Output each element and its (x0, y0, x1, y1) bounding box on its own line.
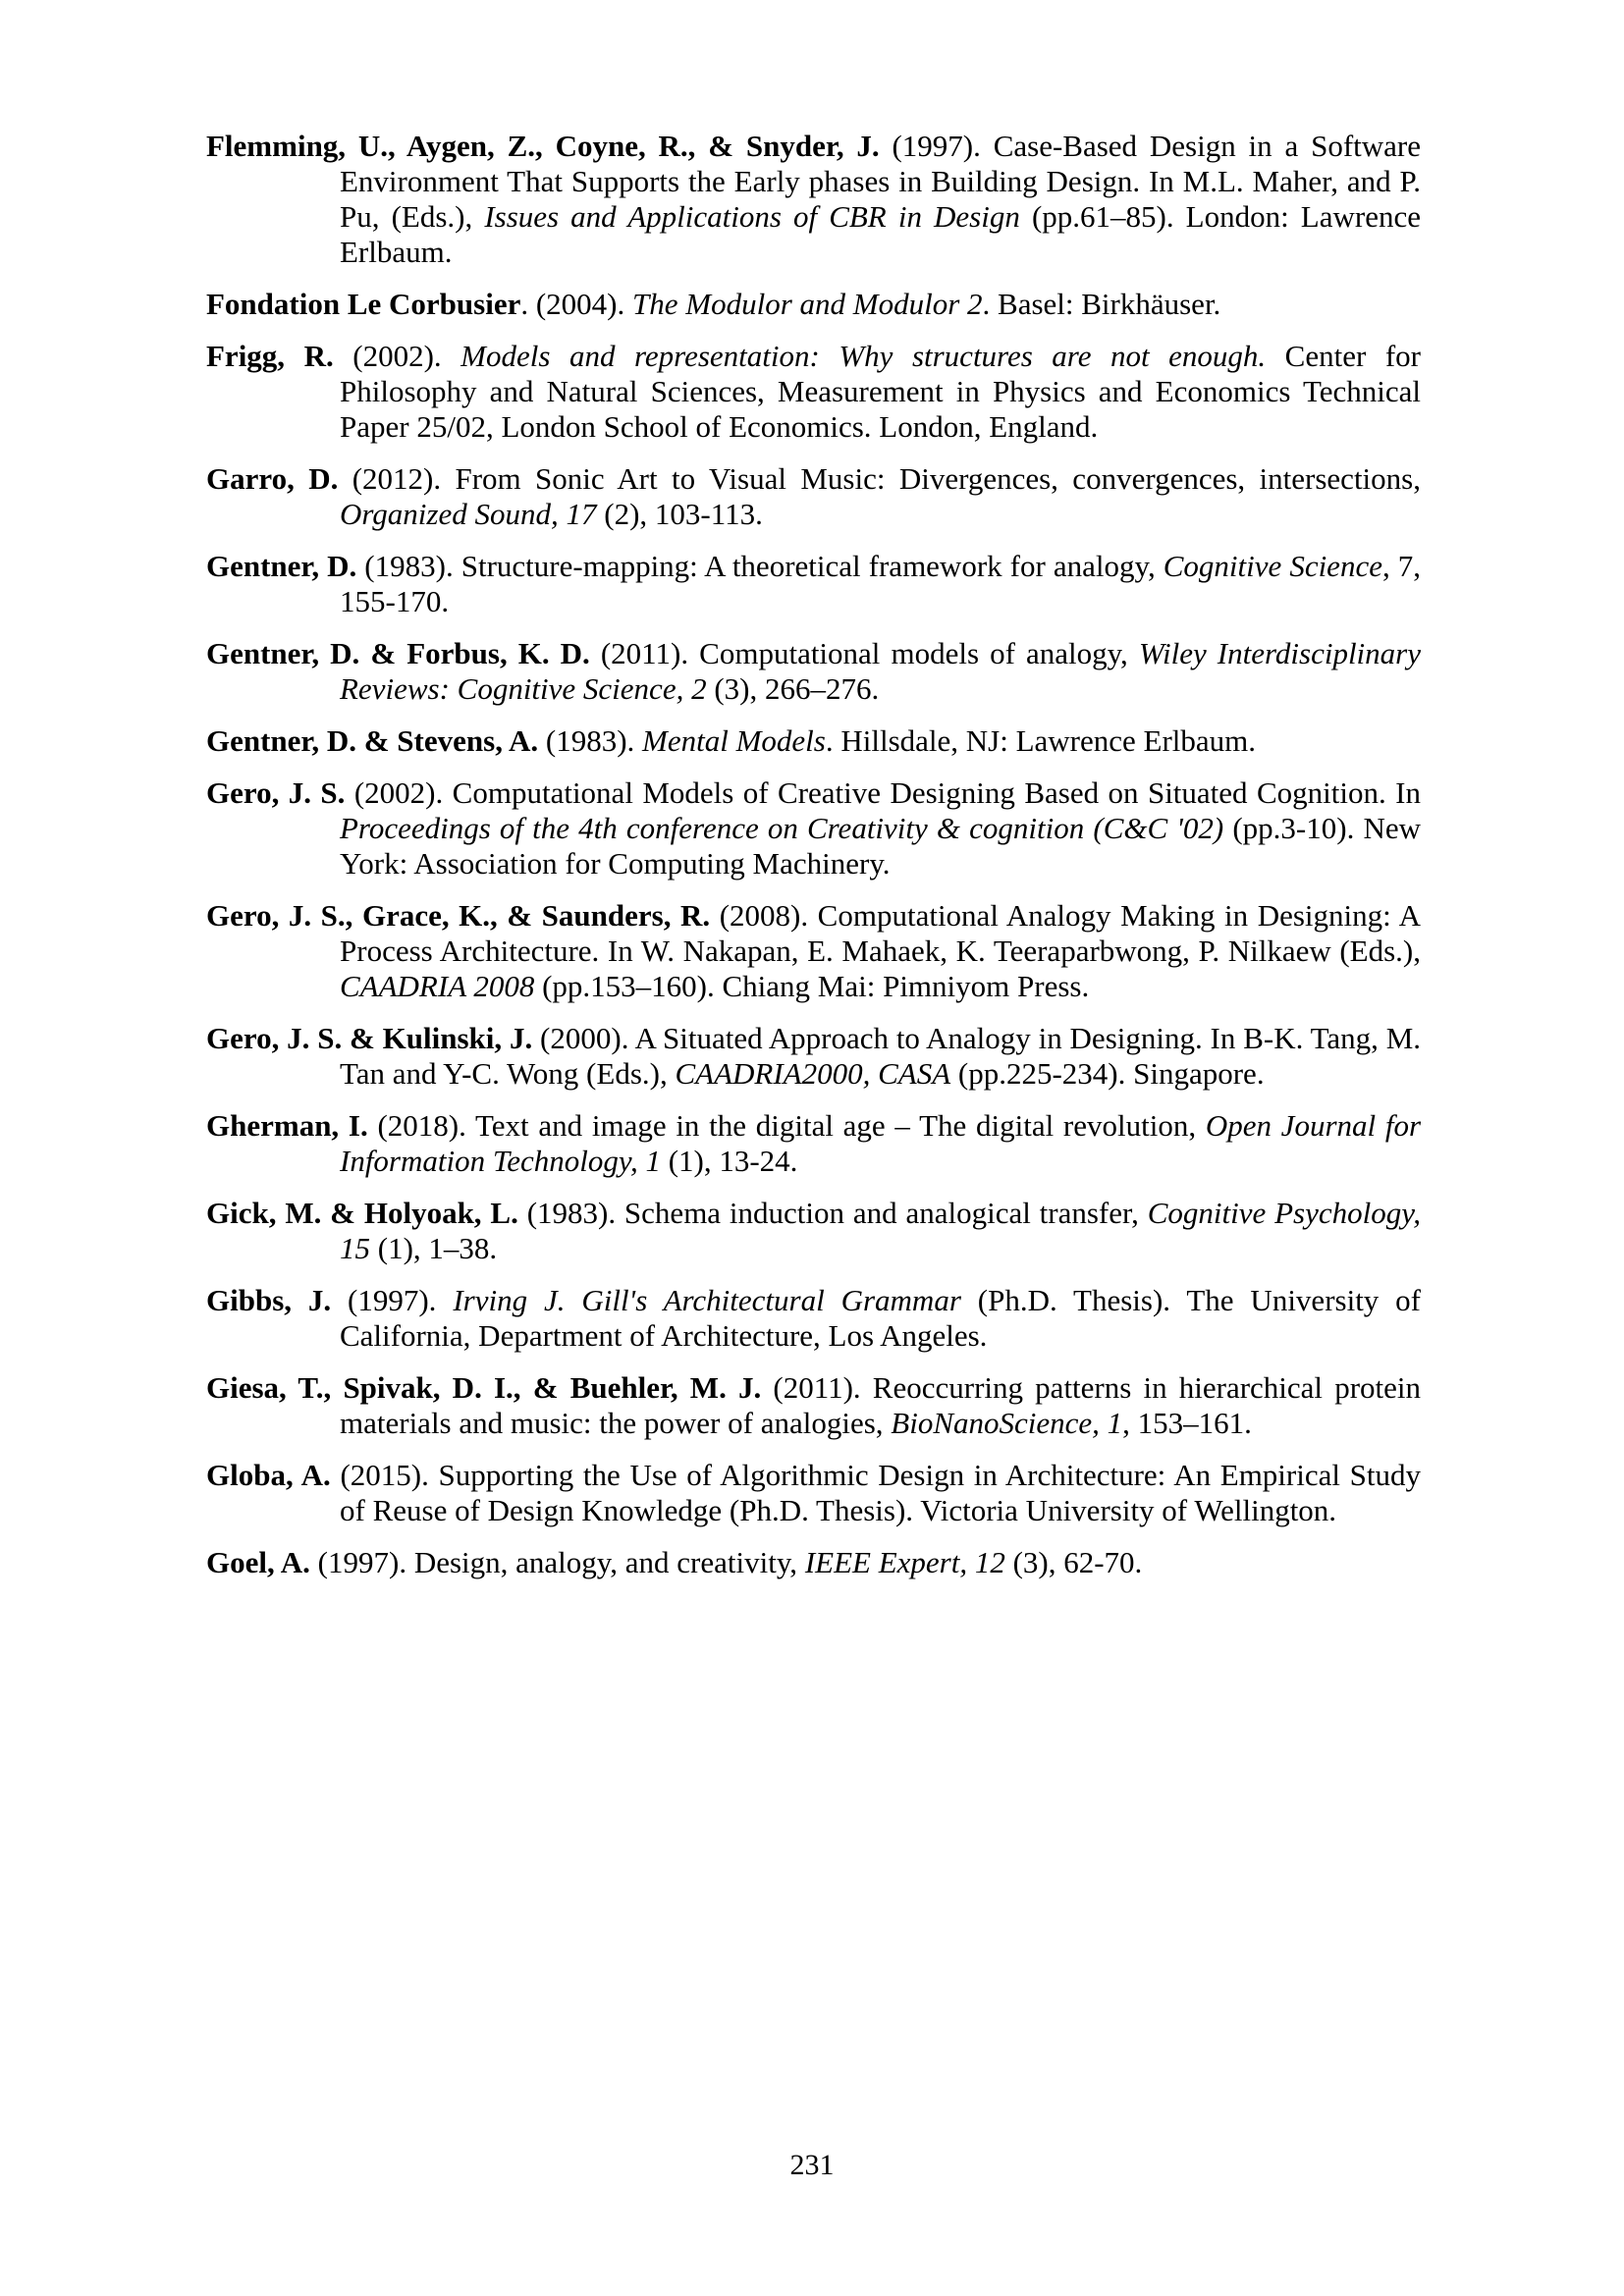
reference-segment: Globa, A. (206, 1458, 331, 1492)
reference-segment: . Basel: Birkhäuser. (982, 287, 1221, 321)
reference-segment: (3), 62-70. (1004, 1545, 1143, 1579)
reference-segment: Gero, J. S. & Kulinski, J. (206, 1021, 533, 1055)
reference-segment: Garro, D. (206, 461, 339, 496)
reference-segment: Mental Models (642, 723, 826, 758)
reference-segment: (2015). Supporting the Use of Algorithmic Design in Architecture: An Empirical Study of Reuse of Design Knowledge (Ph.D. Thesis). Victoria University of Wellington. (330, 1458, 1421, 1527)
reference-segment: Organized Sound, 17 (340, 497, 597, 531)
reference-entry (206, 636, 1421, 707)
reference-segment: (pp.225-234). Singapore. (950, 1056, 1265, 1091)
reference-segment: Open Journal for Information Technology, 1 (340, 1108, 1422, 1178)
reference-segment: (pp.3-10). New York: Association for Computing Machinery. (340, 811, 1421, 881)
reference-segment: Center for Philosophy and Natural Sciences, Measurement in Physics and Economics Technical Paper 25/02, London School of Economics. London, England. (340, 339, 1421, 444)
reference-segment: Irving J. Gill's Architectural Grammar (453, 1283, 961, 1317)
reference-segment: (Ph.D. Thesis). The University of California, Department of Architecture, Los Angeles. (340, 1283, 1422, 1353)
references-list (206, 129, 1421, 1580)
reference-segment: (1), 1–38. (370, 1231, 498, 1265)
reference-segment: Gibbs, J. (206, 1283, 332, 1317)
reference-segment: Gero, J. S. (206, 775, 346, 810)
reference-segment: (2008). Computational Analogy Making in Designing: A Process Architecture. In W. Nakapan, E. Mahaek, K. Teeraparbwong, P. Nilkaew (Eds.), (340, 898, 1421, 968)
reference-segment: Gero, J. S., Grace, K., & Saunders, R. (206, 898, 711, 933)
reference-segment: . (2004). (520, 287, 633, 321)
reference-segment: (2011). Reoccurring patterns in hierarchical protein materials and music: the power of analogies, (340, 1370, 1421, 1440)
reference-segment: (3), 266–276. (706, 671, 880, 706)
reference-segment: (1), 13-24. (660, 1144, 798, 1178)
reference-segment: Gentner, D. & Stevens, A. (206, 723, 539, 758)
reference-segment: Gick, M. & Holyoak, L. (206, 1196, 518, 1230)
reference-segment: (1997). (331, 1283, 454, 1317)
reference-entry (206, 1283, 1421, 1354)
reference-entry (206, 723, 1421, 759)
reference-segment: (1983). Schema induction and analogical transfer, (517, 1196, 1148, 1230)
reference-segment: (1997). Case-Based Design in a Software Environment That Supports the Early phases in Building Design. In M.L. Maher, and P. Pu, (Eds.), (340, 129, 1421, 234)
reference-segment: The Modulor and Modulor 2 (632, 287, 983, 321)
reference-segment: (2), 103-113. (596, 497, 763, 531)
reference-entry (206, 339, 1421, 445)
reference-segment: (1983). Structure-mapping: A theoretical framework for analogy, (356, 549, 1164, 583)
reference-segment: Cognitive Psychology, 15 (340, 1196, 1422, 1265)
reference-segment: Gentner, D. & Forbus, K. D. (206, 636, 590, 670)
reference-entry (206, 1458, 1421, 1528)
reference-segment: . Hillsdale, NJ: Lawrence Erlbaum. (825, 723, 1257, 758)
reference-entry (206, 898, 1421, 1004)
reference-segment: Giesa, T., Spivak, D. I., & Buehler, M. J. (206, 1370, 762, 1405)
reference-entry (206, 549, 1421, 619)
reference-segment: Gherman, I. (206, 1108, 368, 1143)
reference-segment: Cognitive Science (1163, 549, 1382, 583)
reference-entry (206, 1196, 1421, 1266)
reference-segment: Issues and Applications of CBR in Design (484, 199, 1020, 234)
reference-segment: Gentner, D. (206, 549, 357, 583)
reference-segment: CAADRIA 2008 (340, 969, 535, 1003)
reference-segment: (pp.153–160). Chiang Mai: Pimniyom Press. (534, 969, 1090, 1003)
reference-segment: (1983). (538, 723, 643, 758)
reference-segment: Goel, A. (206, 1545, 310, 1579)
reference-segment: Fondation Le Corbusier (206, 287, 521, 321)
reference-segment: IEEE Expert, 12 (804, 1545, 1005, 1579)
reference-segment: Frigg, R. (206, 339, 334, 373)
reference-entry (206, 461, 1421, 532)
reference-segment: (2018). Text and image in the digital age – The digital revolution, (367, 1108, 1206, 1143)
reference-segment: (2011). Computational models of analogy, (589, 636, 1139, 670)
reference-segment: CAADRIA2000, CASA (675, 1056, 951, 1091)
reference-segment: (2000). A Situated Approach to Analogy in Designing. In B-K. Tang, M. Tan and Y-C. Wong (Eds.), (340, 1021, 1422, 1091)
reference-segment: Models and representation: Why structures are not enough. (460, 339, 1267, 373)
reference-segment: , 7, 155-170. (340, 549, 1421, 618)
reference-segment: Proceedings of the 4th conference on Creativity & cognition (C&C '02) (340, 811, 1224, 845)
reference-segment: Flemming, U., Aygen, Z., Coyne, R., & Snyder, J. (206, 129, 880, 163)
page-number: 231 (789, 2149, 835, 2181)
reference-segment: Wiley Interdisciplinary Reviews: Cognitive Science, 2 (340, 636, 1421, 706)
reference-segment: BioNanoScience, 1 (891, 1406, 1123, 1440)
reference-entry (206, 1021, 1421, 1092)
reference-entry (206, 287, 1421, 322)
reference-segment: (2002). Computational Models of Creative Designing Based on Situated Cognition. In (345, 775, 1421, 810)
reference-entry (206, 775, 1421, 881)
reference-entry (206, 129, 1421, 270)
reference-segment: (2012). From Sonic Art to Visual Music: Divergences, convergences, intersections, (338, 461, 1421, 496)
reference-segment: (2002). (333, 339, 461, 373)
reference-segment: (pp.61–85). London: Lawrence Erlbaum. (340, 199, 1421, 269)
reference-entry (206, 1370, 1421, 1441)
reference-entry (206, 1108, 1421, 1179)
reference-entry (206, 1545, 1421, 1580)
reference-segment: (1997). Design, analogy, and creativity, (309, 1545, 805, 1579)
reference-segment: , 153–161. (1122, 1406, 1252, 1440)
